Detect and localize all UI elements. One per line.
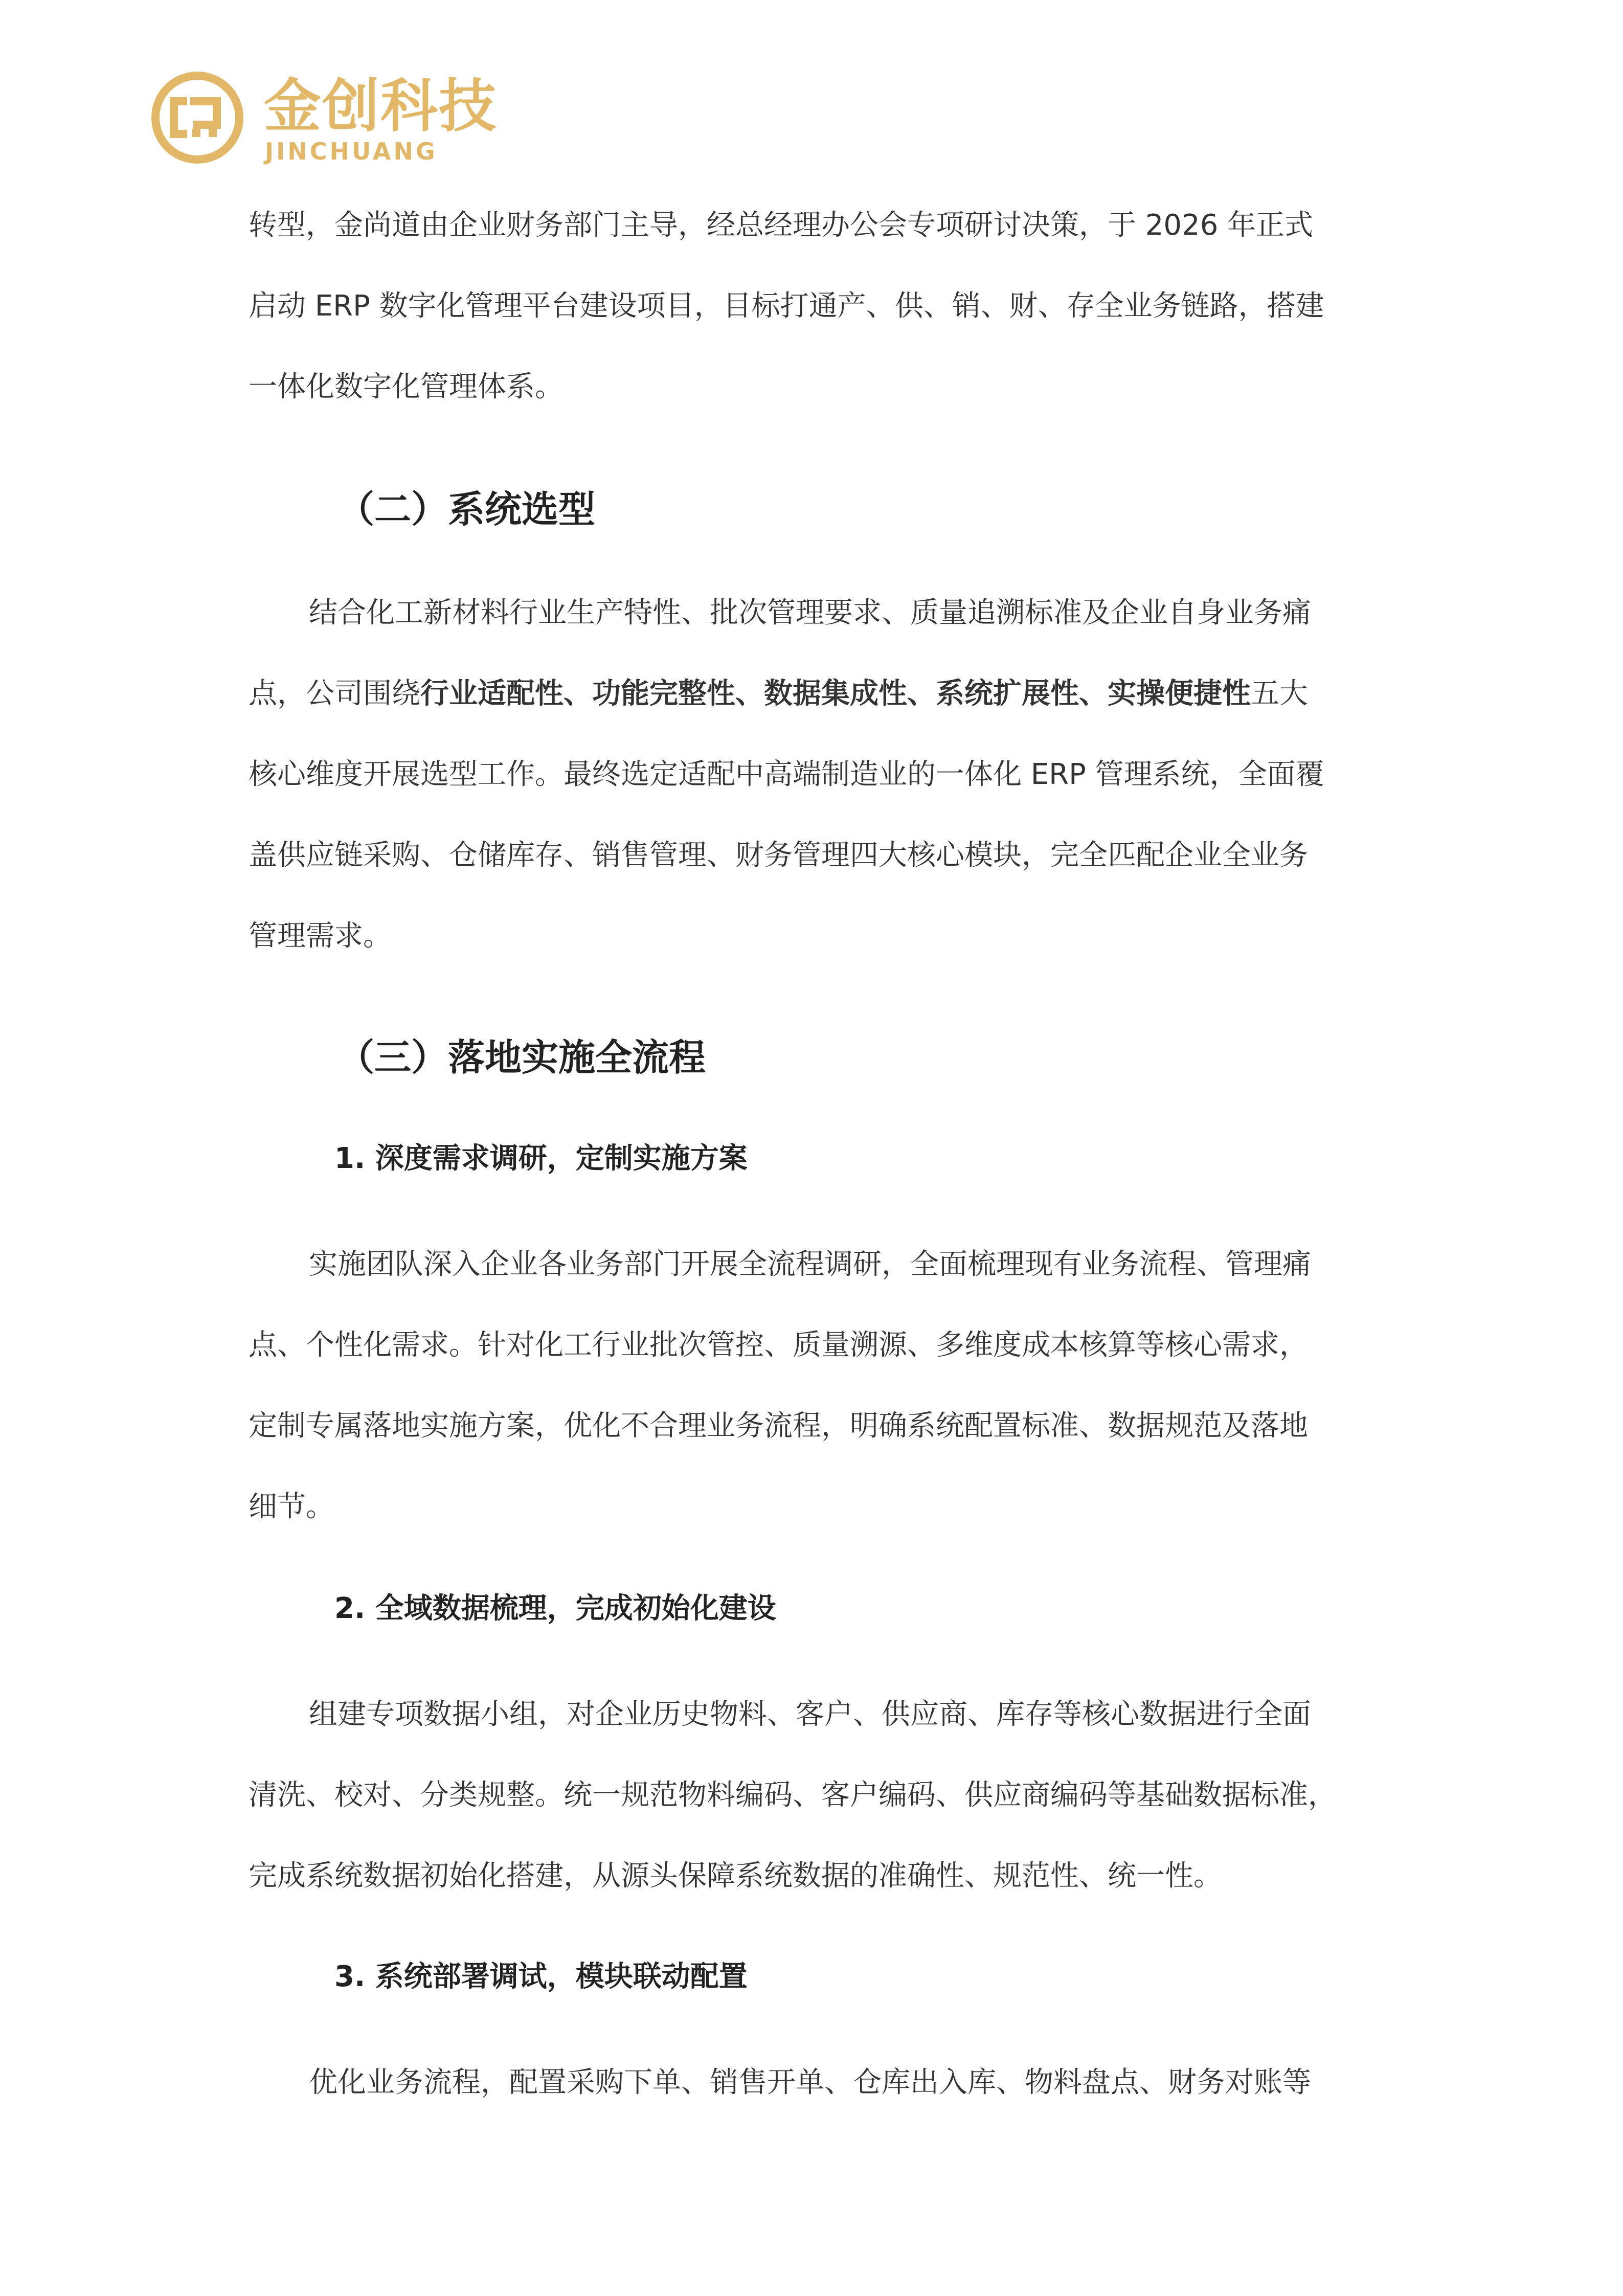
system-selection-paragraph [249, 573, 1399, 977]
subheading-system-deployment: 3. 系统部署调试，模块联动配置 [334, 1960, 748, 1993]
paragraph-line: 盖供应链采购、仓储库存、销售管理、财务管理四大核心模块，完全匹配企业全业务 [249, 839, 1308, 872]
subheading-requirements-research: 1. 深度需求调研，定制实施方案 [334, 1142, 748, 1175]
section-heading-implementation: （三）落地实施全流程 [337, 1036, 706, 1079]
data-cleansing-paragraph [249, 1674, 1399, 1917]
logo-chinese-name: 金创科技 [264, 73, 497, 140]
paragraph-line: 组建专项数据小组，对企业历史物料、客户、供应商、库存等核心数据进行全面 [309, 1698, 1311, 1731]
paragraph-line: 完成系统数据初始化搭建，从源头保障系统数据的准确性、规范性、统一性。 [249, 1859, 1222, 1893]
paragraph-line: 转型，金尚道由企业财务部门主导，经总经理办公会专项研讨决策，于 2026 年正式 [249, 209, 1314, 242]
paragraph-line: 核心维度开展选型工作。最终选定适配中高端制造业的一体化 ERP 管理系统，全面覆 [249, 758, 1324, 791]
paragraph-line: 定制专属落地实施方案，优化不合理业务流程，明确系统配置标准、数据规范及落地 [249, 1409, 1308, 1443]
paragraph-line: 细节。 [249, 1490, 334, 1523]
paragraph-line: 点、个性化需求。针对化工行业批次管控、质量溯源、多维度成本核算等核心需求， [249, 1329, 1308, 1362]
text-span: 点，公司围绕 [249, 677, 420, 710]
paragraph-line: 结合化工新材料行业生产特性、批次管理要求、质量追溯标准及企业自身业务痛 [309, 596, 1311, 629]
paragraph-line: 清洗、校对、分类规整。统一规范物料编码、客户编码、供应商编码等基础数据标准， [249, 1779, 1337, 1812]
paragraph-line: 一体化数字化管理体系。 [249, 370, 563, 403]
intro-paragraph [249, 185, 1399, 427]
paragraph-line: 实施团队深入企业各业务部门开展全流程调研，全面梳理现有业务流程、管理痛 [309, 1248, 1311, 1281]
paragraph-line [249, 654, 1399, 734]
requirements-paragraph [249, 1224, 1399, 1547]
system-deployment-paragraph [249, 2042, 1399, 2123]
paragraph-line: 启动 ERP 数字化管理平台建设项目，目标打通产、供、销、财、存全业务链路，搭建 [249, 289, 1324, 323]
logo-english-name: JINCHUANG [265, 138, 438, 165]
paragraph-line: 管理需求。 [249, 919, 392, 953]
section-heading-system-selection: （二）系统选型 [337, 488, 596, 531]
bold-dimensions-text: 行业适配性、功能完整性、数据集成性、系统扩展性、实操便捷性 [420, 677, 1251, 710]
paragraph-line: 优化业务流程，配置采购下单、销售开单、仓库出入库、物料盘点、财务对账等 [309, 2066, 1311, 2099]
subheading-data-cleansing: 2. 全域数据梳理，完成初始化建设 [334, 1592, 776, 1625]
text-span: 五大 [1251, 677, 1308, 710]
